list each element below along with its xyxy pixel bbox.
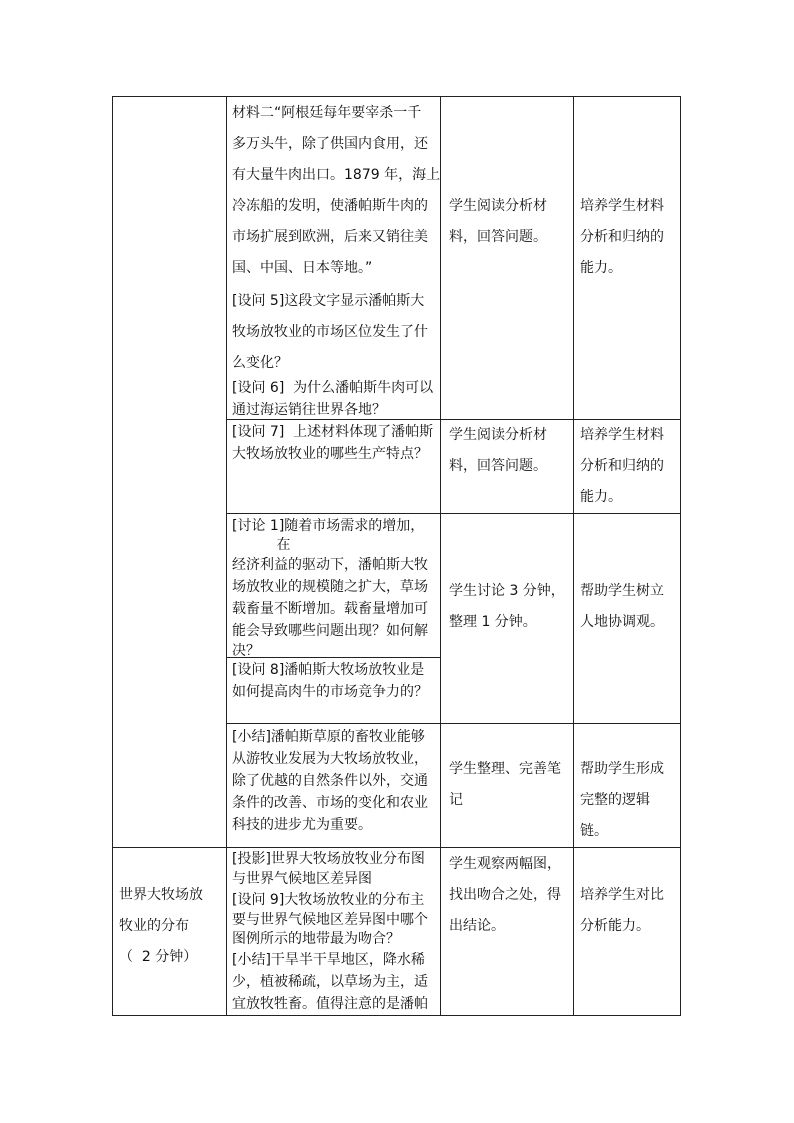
row1-question-6: [设问 6] 为什么潘帕斯牛肉可以 通过海运销往世界各地？ — [232, 380, 434, 418]
row4-design-intent: 帮助学生形成 完整的逻辑 链。 — [580, 761, 664, 839]
row5-design-intent: 培养学生对比 分析能力。 — [580, 887, 664, 934]
row1-content: 材料二“阿根廷每年要宰杀一千 多万头牛，除了供国内食用，还 有大量牛肉出口。1879 年，海上 冷冻船的发明，使潘帕斯牛肉的 市场扩展到欧洲，后来又销往美 国、中国、日本等地。” — [232, 105, 441, 276]
row2-design-intent: 培养学生材料 分析和归纳的 能力。 — [580, 427, 664, 505]
row5-stage: 世界大牧场放 牧业的分布 （ 2 分钟） — [119, 887, 203, 965]
row3-student-activity: 学生讨论 3 分钟， 整理 1 分钟。 — [449, 583, 565, 630]
row2-student-activity: 学生阅读分析材 料，回答问题。 — [449, 427, 547, 474]
row-divider-4 — [226, 723, 681, 724]
row1-question-5: [设问 5]这段文字显示潘帕斯大 牧场放牧业的市场区位发生了什 么变化？ — [232, 293, 428, 371]
table-divider-3 — [573, 96, 574, 1016]
row1-student-activity: 学生阅读分析材 料，回答问题。 — [449, 198, 547, 245]
row4-student-activity: 学生整理、完善笔 记 — [449, 761, 561, 808]
row5-student-activity: 学生观察两幅图， 找出吻合之处，得 出结论。 — [449, 856, 561, 934]
row-divider-2 — [226, 513, 681, 514]
row3-discussion-1: [讨论 1]随着市场需求的增加， 在 经济利益的驱动下，潘帕斯大牧 场放牧业的规模随之扩大，草场 载畜量不断增加。载畜量增加可 能会导致哪些问题出现？如何解 决？ — [232, 518, 428, 659]
table-divider-1 — [226, 96, 227, 1016]
row1-design-intent: 培养学生材料 分析和归纳的 能力。 — [580, 198, 664, 276]
table-border-right — [680, 96, 681, 1016]
table-divider-2 — [440, 96, 441, 1016]
row-divider-5 — [112, 847, 681, 848]
row4-summary: [小结]潘帕斯草原的畜牧业能够 从游牧业发展为大牧场放牧业， 除了优越的自然条件以外，交通 条件的改善、市场的变化和农业 科技的进步尤为重要。 — [232, 729, 428, 833]
row5-content: [投影]世界大牧场放牧业分布图 与世界气候地区差异图 [设问 9]大牧场放牧业的分布主 要与世界气候地区差异图中哪个 图例所示的地带最为吻合？ [小结]干旱半干旱地区，降水稀 少，植被稀疏，以草场为主，适 宜放牧牲畜。值得注意的是潘帕 — [232, 851, 428, 1012]
row2-question-7: [设问 7] 上述材料体现了潘帕斯 大牧场放牧业的哪些生产特点？ — [232, 424, 434, 462]
table-border-bottom — [112, 1015, 681, 1016]
row3-design-intent: 帮助学生树立 人地协调观。 — [580, 583, 664, 630]
table-border-top — [112, 96, 681, 97]
row3-question-8: [设问 8]潘帕斯大牧场放牧业是 如何提高肉牛的市场竞争力的？ — [232, 662, 428, 700]
table-border-left — [112, 96, 113, 1016]
